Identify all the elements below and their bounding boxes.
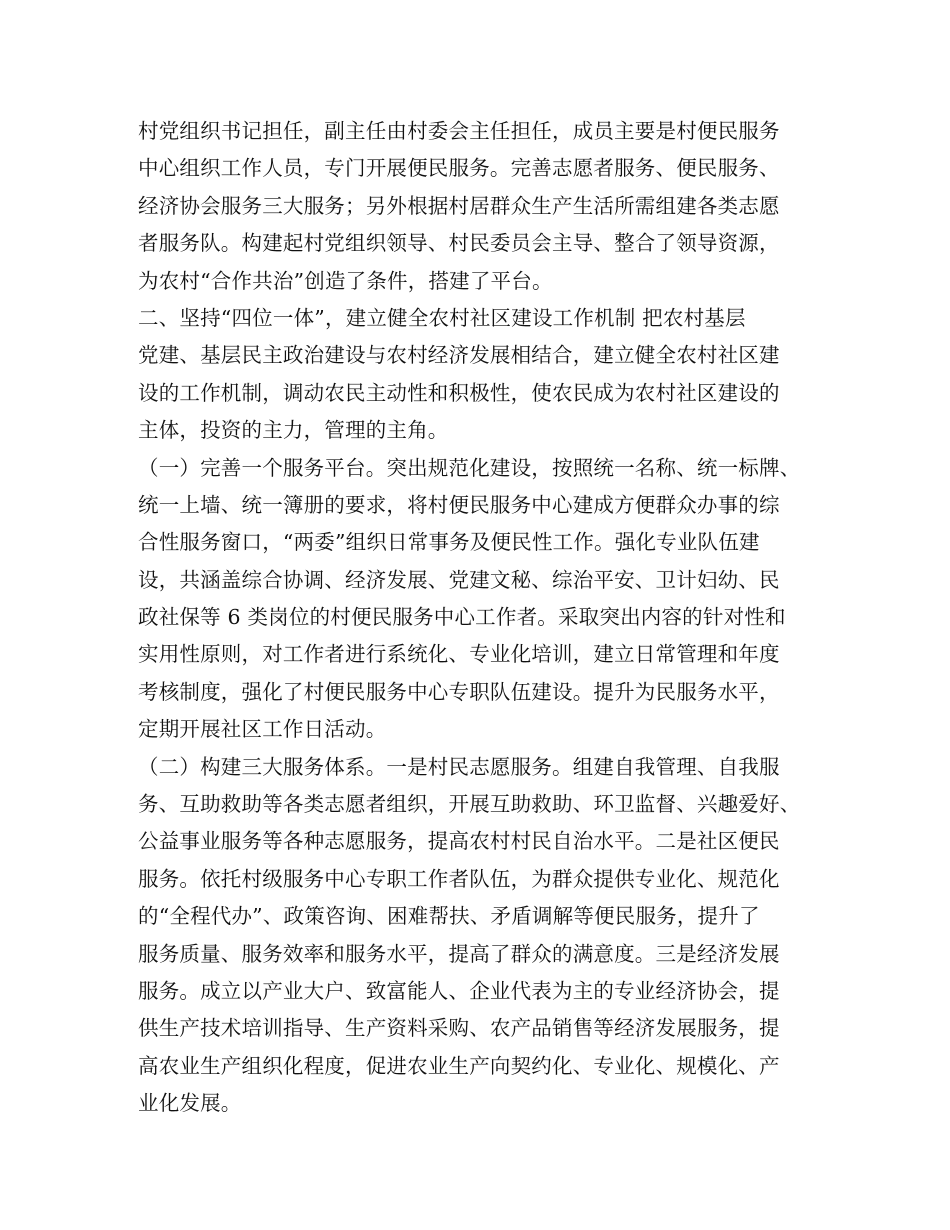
text-line: 为农村“合作共治”创造了条件，搭建了平台。 xyxy=(138,268,553,293)
text-line: 服务质量、服务效率和服务水平，提高了群众的满意度。三是经济发展 xyxy=(138,941,780,966)
text-line: 务、互助救助等各类志愿者组织，开展互助救助、环卫监督、兴趣爱好、 xyxy=(138,792,801,817)
text-line: 的“全程代办”、政策咨询、困难帮扶、矛盾调解等便民服务，提升了 xyxy=(138,904,760,929)
text-line: 设，共涵盖综合协调、经济发展、党建文秘、综治平安、卫计妇幼、民 xyxy=(138,567,780,592)
text-line: 考核制度，强化了村便民服务中心专职队伍建设。提升为民服务水平， xyxy=(138,679,780,704)
text-line: 定期开展社区工作日活动。 xyxy=(138,717,387,742)
section-heading-line: 二、坚持“四位一体”，建立健全农村社区建设工作机制 把农村基层 xyxy=(138,305,746,330)
text-line: 服务。依托村级服务中心专职工作者队伍，为群众提供专业化、规范化 xyxy=(138,866,780,891)
text-line: 村党组织书记担任，副主任由村委会主任担任，成员主要是村便民服务 xyxy=(138,119,780,143)
text-line: 业化发展。 xyxy=(138,1091,242,1116)
text-line: 供生产技术培训指导、生产资料采购、农产品销售等经济发展服务，提 xyxy=(138,1016,780,1041)
text-line: 经济协会服务三大服务；另外根据村居群众生产生活所需组建各类志愿 xyxy=(138,193,780,218)
text-line: 实用性原则，对工作者进行系统化、专业化培训，建立日常管理和年度 xyxy=(138,642,780,667)
text-line: 政社保等 6 类岗位的村便民服务中心工作者。采取突出内容的针对性和 xyxy=(138,605,786,630)
text-line: 高农业生产组织化程度，促进农业生产向契约化、专业化、规模化、产 xyxy=(138,1053,780,1078)
text-line: 统一上墙、统一簿册的要求，将村便民服务中心建成方便群众办事的综 xyxy=(138,492,780,517)
text-line: 主体，投资的主力，管理的主角。 xyxy=(138,418,449,443)
text-line: 设的工作机制，调动农民主动性和积极性，使农民成为农村社区建设的 xyxy=(138,380,780,405)
subsection-heading-line: （二）构建三大服务体系。一是村民志愿服务。组建自我管理、自我服 xyxy=(138,754,780,779)
text-line: 合性服务窗口，“两委”组织日常事务及便民性工作。强化专业队伍建 xyxy=(138,530,760,555)
subsection-heading-line: （一）完善一个服务平台。突出规范化建设，按照统一名称、统一标牌、 xyxy=(138,455,801,480)
text-line: 者服务队。构建起村党组织领导、村民委员会主导、整合了领导资源， xyxy=(138,231,780,256)
text-line: 中心组织工作人员，专门开展便民服务。完善志愿者服务、便民服务、 xyxy=(138,156,780,181)
document-body xyxy=(138,113,838,1123)
text-line: 党建、基层民主政治建设与农村经济发展相结合，建立健全农村社区建 xyxy=(138,343,780,368)
text-line: 服务。成立以产业大户、致富能人、企业代表为主的专业经济协会，提 xyxy=(138,978,780,1003)
text-line: 公益事业服务等各种志愿服务，提高农村村民自治水平。二是社区便民 xyxy=(138,829,780,854)
